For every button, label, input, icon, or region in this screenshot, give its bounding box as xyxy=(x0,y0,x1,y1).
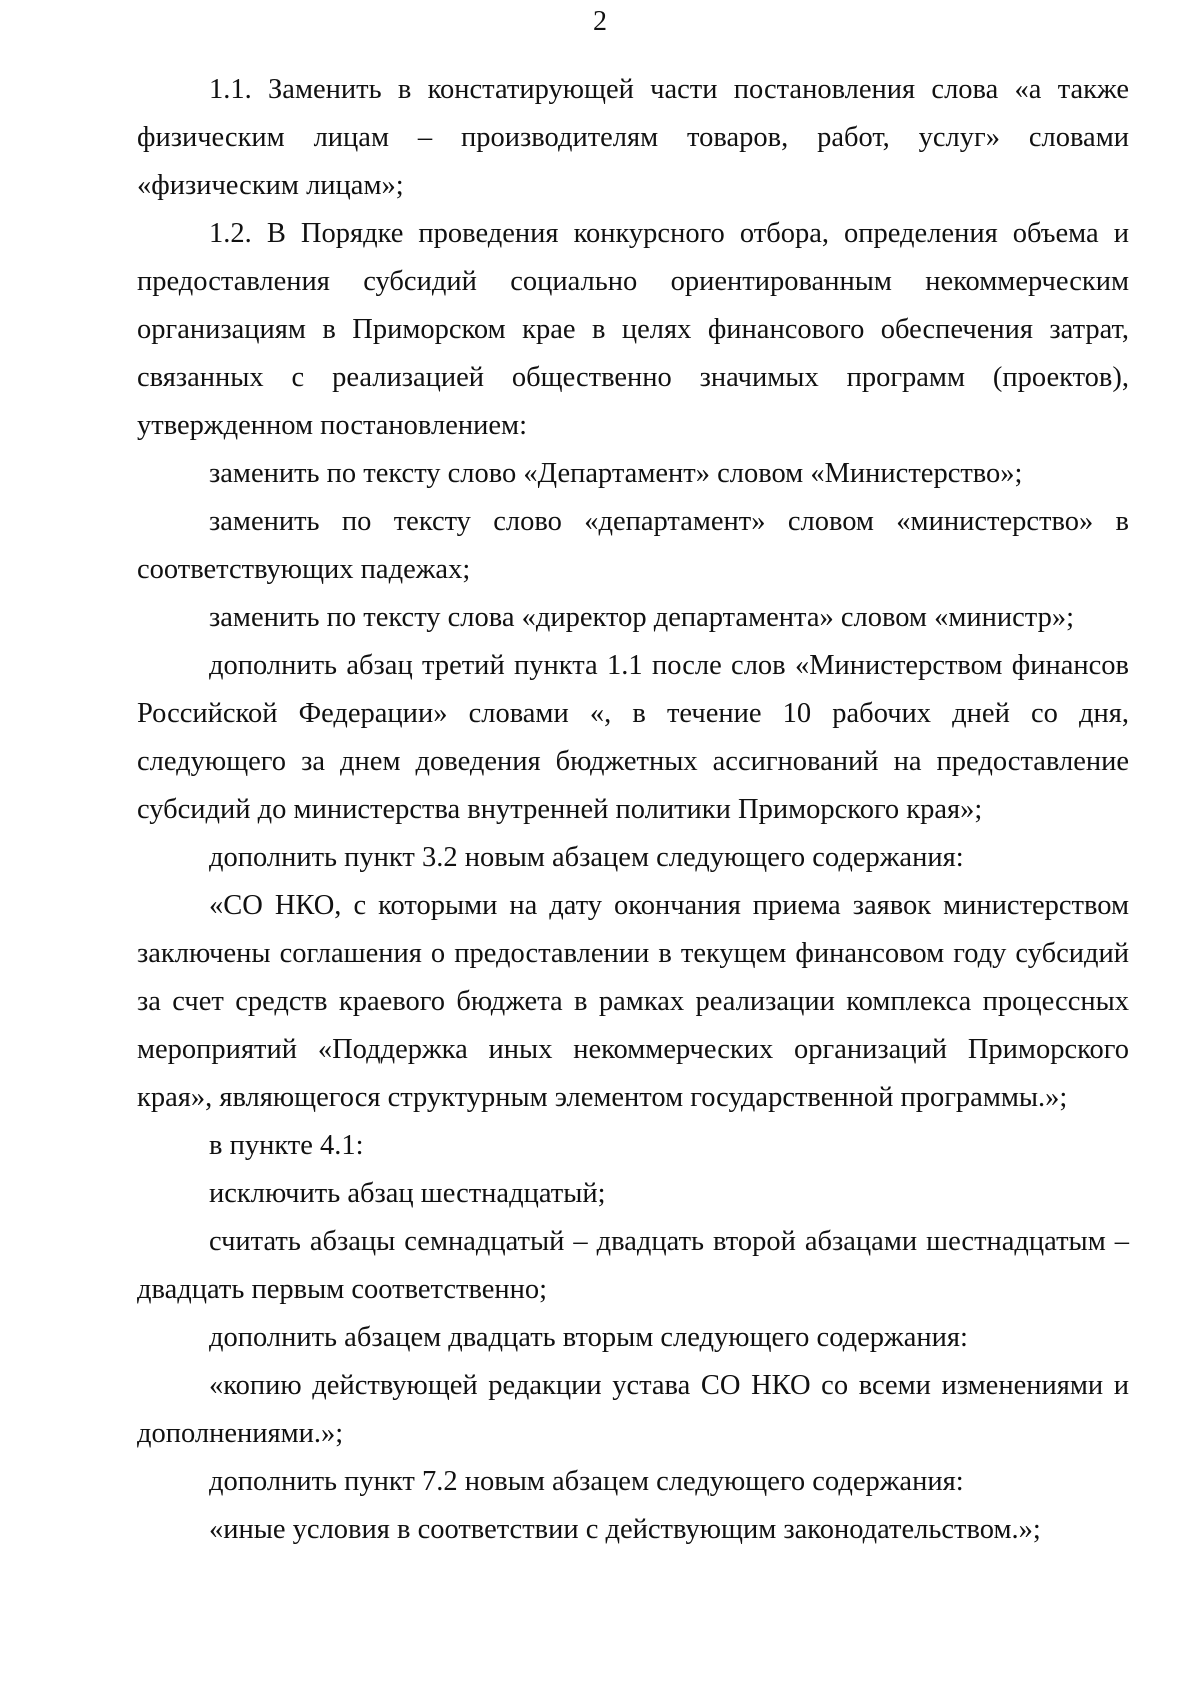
paragraph-add-22: дополнить абзацем двадцать вторым следующего содержания: xyxy=(209,1322,968,1353)
page-number: 2 xyxy=(593,6,607,37)
paragraph-renumber: считать абзацы семнадцатый – двадцать второй абзацами шестнадцатым – двадцать первым соответственно; xyxy=(137,1226,1129,1305)
paragraph-replace-director: заменить по тексту слова «директор департамента» словом «министр»; xyxy=(209,602,1075,633)
paragraph-quote-charter: «копию действующей редакции устава СО НКО со всеми изменениями и дополнениями.»; xyxy=(137,1370,1129,1449)
paragraph-amend-1-1: дополнить абзац третий пункта 1.1 после слов «Министерством финансов Российской Федерации» словами «, в течение 10 рабочих дней со дня, следующего за днем доведения бюджетных ассигнований на предоставление субсидий до министерства внутренней политики Приморского края»; xyxy=(137,650,1129,825)
paragraph-amend-3-2: дополнить пункт 3.2 новым абзацем следующего содержания: xyxy=(209,842,964,873)
paragraph-1-2: 1.2. В Порядке проведения конкурсного отбора, определения объема и предоставления субсидий социально ориентированным некоммерческим организациям в Приморском крае в целях финансового обеспечения затрат, связанных с реализацией общественно значимых программ (проектов), утвержденном постановлением: xyxy=(137,218,1129,441)
paragraph-quote-so-nko: «СО НКО, с которыми на дату окончания приема заявок министерством заключены соглашения о предоставлении в текущем финансовом году субсидий за счет средств краевого бюджета в рамках реализации комплекса процессных мероприятий «Поддержка иных некоммерческих организаций Приморского края», являющегося структурным элементом государственной программы.»; xyxy=(137,890,1129,1113)
paragraph-amend-7-2: дополнить пункт 7.2 новым абзацем следующего содержания: xyxy=(209,1466,964,1497)
paragraph-clause-4-1: в пункте 4.1: xyxy=(209,1130,364,1161)
document-body xyxy=(137,66,1129,1554)
paragraph-1-1: 1.1. Заменить в констатирующей части постановления слова «а также физическим лицам – производителям товаров, работ, услуг» словами «физическим лицам»; xyxy=(137,74,1129,201)
paragraph-replace-department-lower: заменить по тексту слово «департамент» словом «министерство» в соответствующих падежах; xyxy=(137,506,1129,585)
paragraph-exclude-16: исключить абзац шестнадцатый; xyxy=(209,1178,606,1209)
paragraph-quote-other-conditions: «иные условия в соответствии с действующим законодательством.»; xyxy=(209,1514,1041,1545)
paragraph-replace-department: заменить по тексту слово «Департамент» словом «Министерство»; xyxy=(209,458,1023,489)
